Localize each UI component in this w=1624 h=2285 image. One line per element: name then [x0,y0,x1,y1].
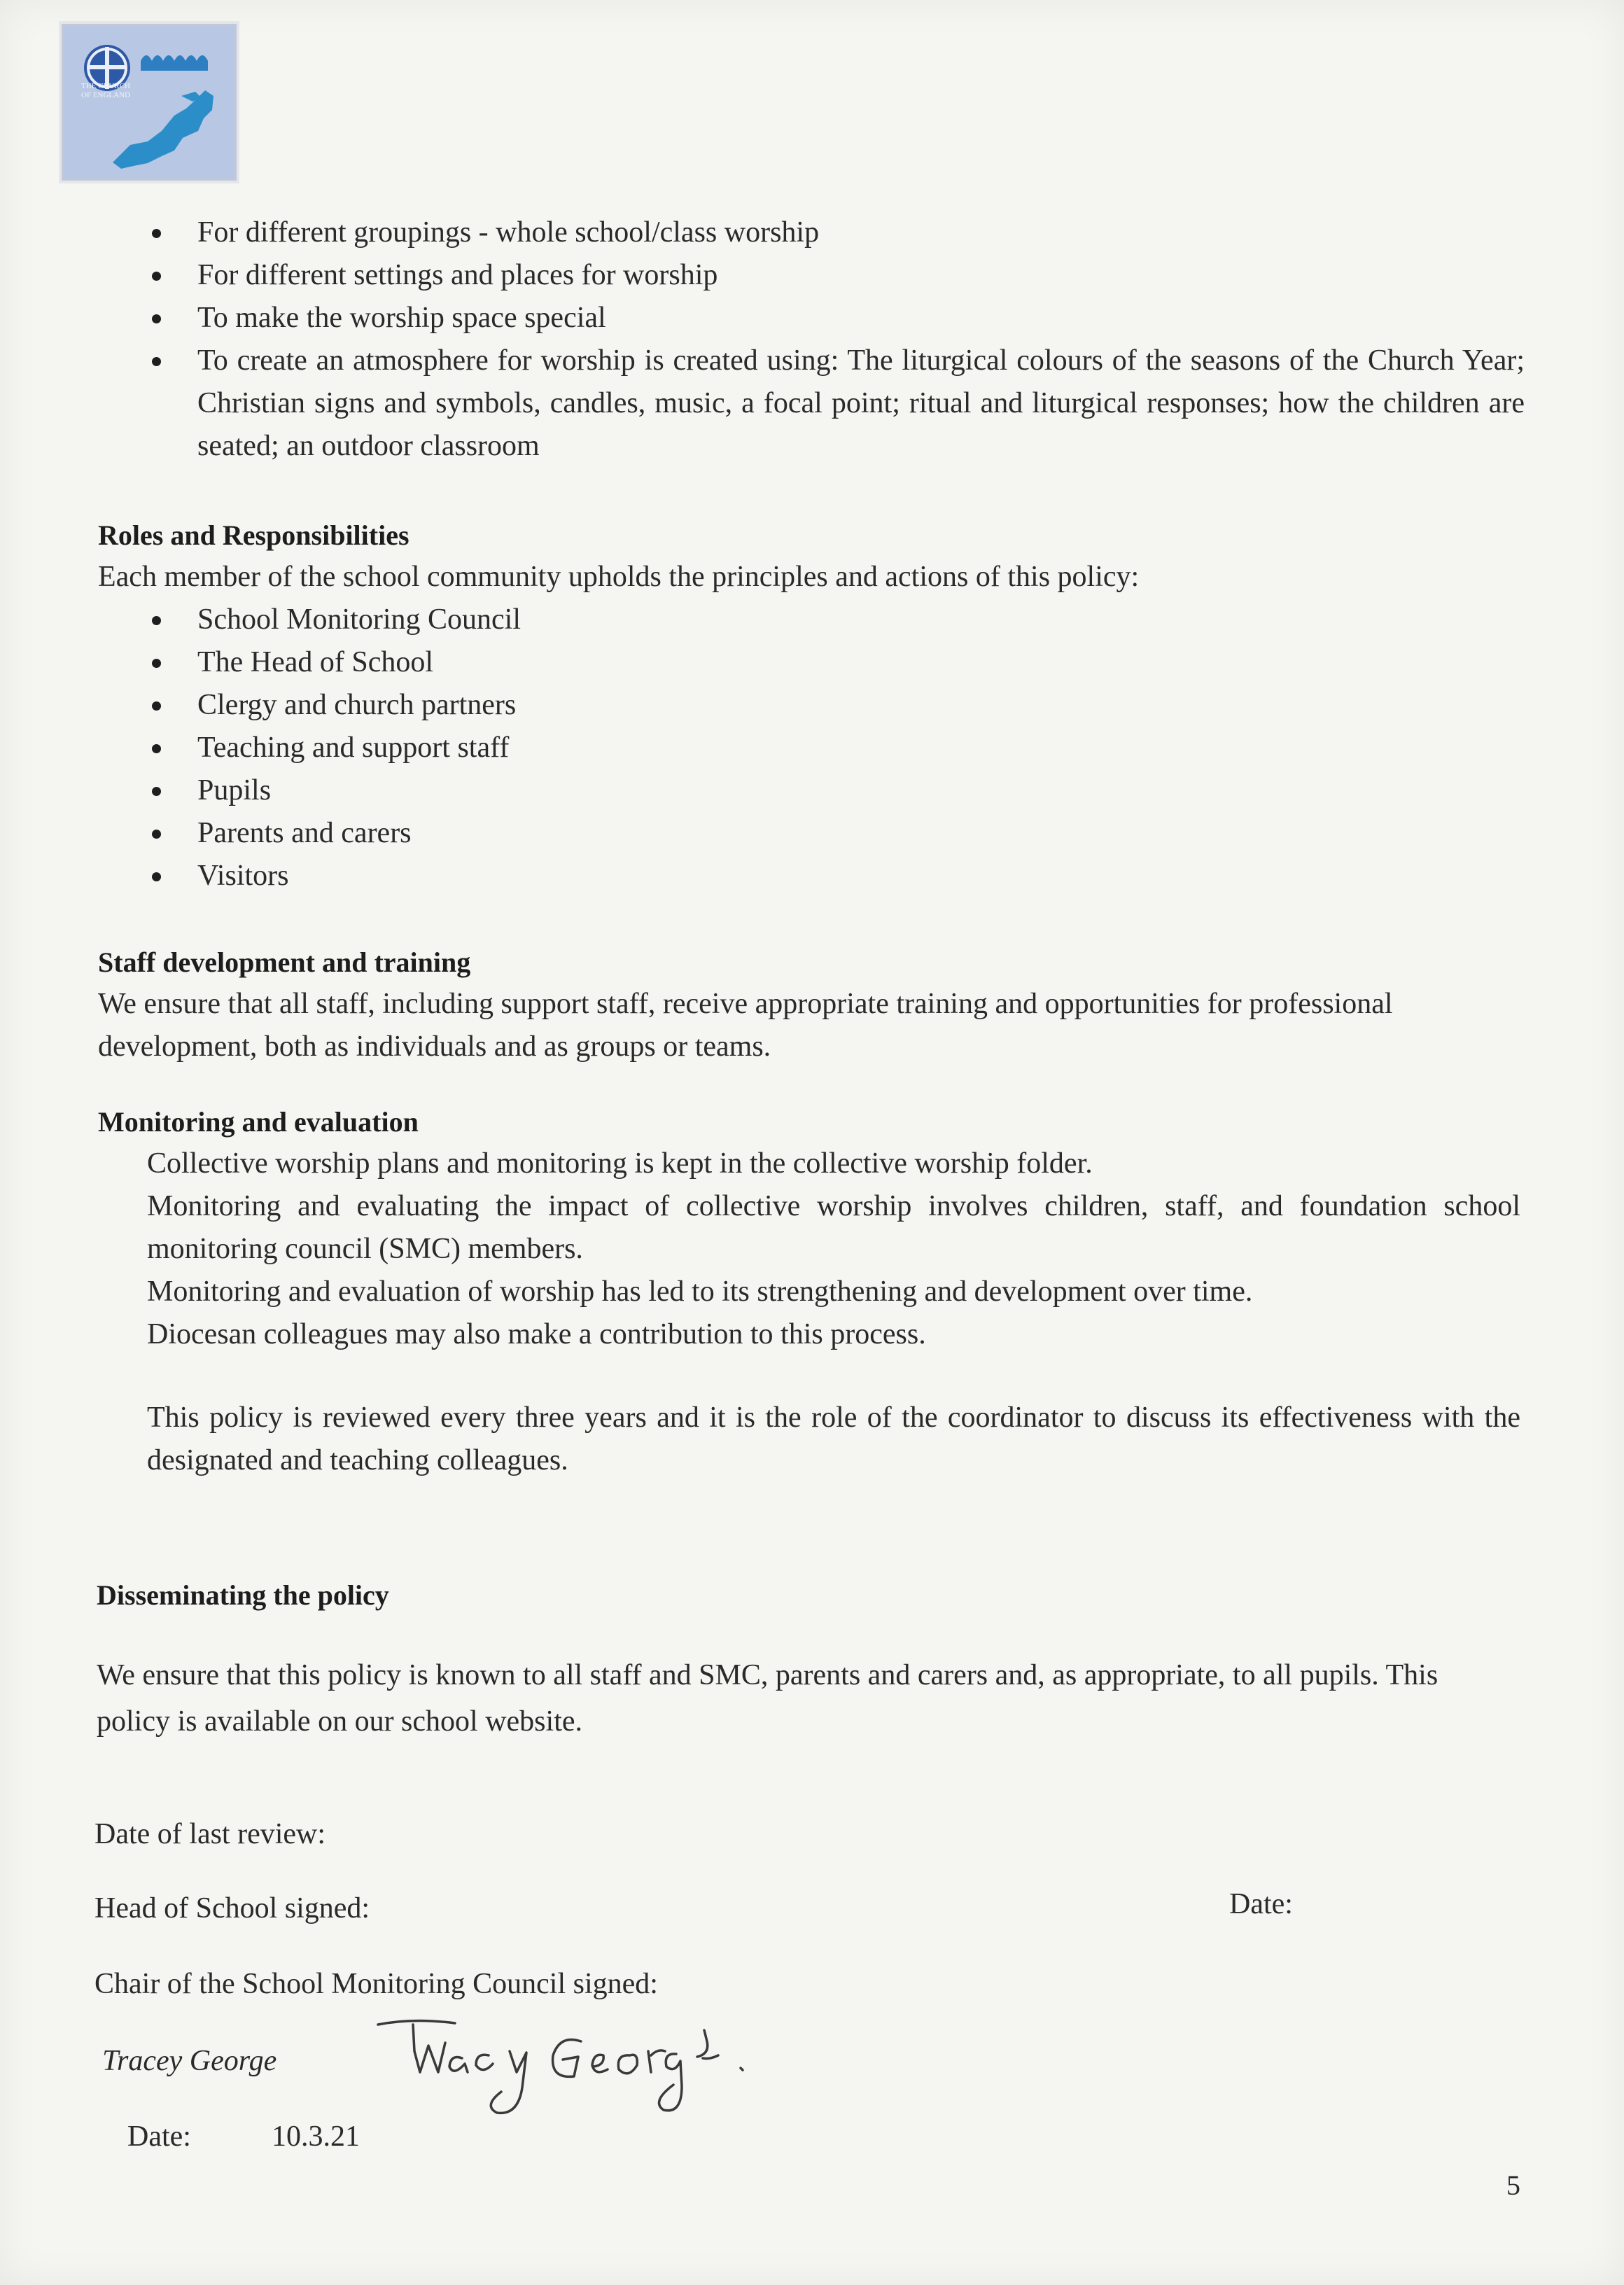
monitoring-line: Monitoring and evaluating the impact of collective worship involves children, staff, and foundation school monitoring council (SMC) members. [147,1190,1520,1265]
monitoring-heading: Monitoring and evaluation [98,1106,419,1138]
list-item: Teaching and support staff [148,727,1526,769]
list-item: Parents and carers [148,812,1526,855]
chair-signed-label: Chair of the School Monitoring Council signed: [94,1968,658,2000]
roles-heading: Roles and Responsibilities [98,519,410,551]
review-statement: This policy is reviewed every three years and it is the role of the coordinator to discuss its effectiveness with the designated and teaching colleagues. [147,1402,1520,1476]
chair-name: Tracey George [102,2045,277,2077]
last-review-label: Date of last review: [94,1818,326,1850]
staff-section [98,942,1400,1068]
logo-text-line1: THE CHURCH [81,82,130,90]
monitoring-line: Collective worship plans and monitoring is kept in the collective worship folder. [147,1147,1093,1180]
list-item: The Head of School [148,641,1526,684]
list-item: Pupils [148,769,1526,812]
head-signed-label: Head of School signed: [94,1892,370,1924]
list-item: For different groupings - whole school/class worship [148,211,1525,254]
chair-date-label: Date: [127,2120,191,2153]
disseminating-body: We ensure that this policy is known to all staff and SMC, parents and carers and, as appropriate, to all pupils. This policy is available on our school website. [97,1659,1438,1738]
list-item: To create an atmosphere for worship is created using: The liturgical colours of the seasons of the Church Year; Christian signs and symbols, candles, music, a focal point; ritual and liturgical responses; how the children are seated; an outdoor classroom [148,340,1525,468]
list-item: For different settings and places for worship [148,254,1525,297]
roles-intro: Each member of the school community upholds the principles and actions of this policy: [98,561,1140,593]
diocese-map-icon [64,26,234,179]
handwritten-signature [371,2009,791,2163]
staff-body: We ensure that all staff, including support staff, receive appropriate training and opportunities for professional development, both as individuals and as groups or teams. [98,988,1393,1063]
monitoring-line: Monitoring and evaluation of worship has led to its strengthening and development over time. [147,1276,1253,1308]
staff-heading: Staff development and training [98,946,471,978]
logo-text-line2: OF ENGLAND [81,91,130,99]
list-item: Visitors [148,855,1526,897]
head-date-label: Date: [1229,1888,1293,1920]
monitoring-section [98,1102,1520,1482]
list-item: Clergy and church partners [148,684,1526,727]
page-number: 5 [1506,2169,1520,2201]
worship-bullets [148,211,1525,468]
list-item: To make the worship space special [148,297,1525,340]
church-of-england-logo [62,24,237,181]
disseminating-section [97,1575,1455,1745]
list-item: School Monitoring Council [148,599,1526,641]
chair-date-value: 10.3.21 [272,2120,360,2153]
monitoring-line: Diocesan colleagues may also make a contribution to this process. [147,1318,926,1350]
disseminating-heading: Disseminating the policy [97,1579,389,1611]
roles-section [98,515,1526,897]
